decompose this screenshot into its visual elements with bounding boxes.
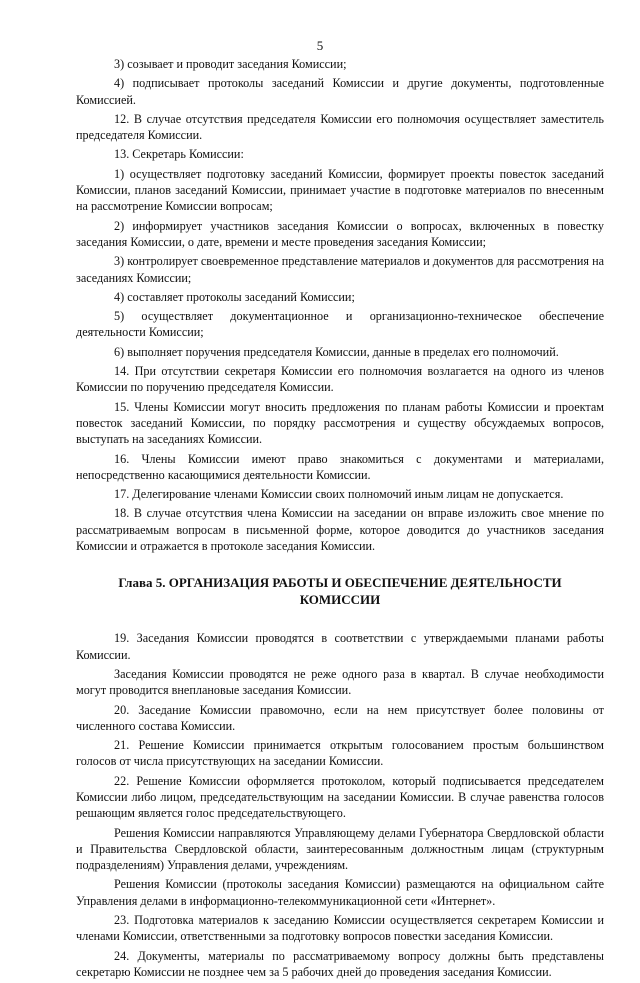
paragraph: 6) выполняет поручения председателя Комиссии, данные в пределах его полномочий. (114, 344, 559, 359)
paragraph: 19. Заседания Комиссии проводятся в соответствии с утверждаемыми планами работы Комиссии. (76, 631, 604, 662)
chapter-heading: Глава 5. ОРГАНИЗАЦИЯ РАБОТЫ И ОБЕСПЕЧЕНИЕ ДЕЯТЕЛЬНОСТИ КОМИССИИ (118, 575, 562, 608)
paragraph: 4) составляет протоколы заседаний Комиссии; (114, 289, 355, 304)
paragraph: 14. При отсутствии секретаря Комиссии его полномочия возлагается на одного из членов Комиссии по поручению председателя Комиссии. (76, 364, 604, 395)
paragraph: 13. Секретарь Комиссии: (114, 147, 244, 162)
paragraph: 2) информирует участников заседания Комиссии о вопросах, включенных в повестку заседания Комиссии, о дате, времени и месте проведения заседания Комиссии; (76, 218, 604, 249)
document-body (76, 56, 604, 983)
paragraph: 24. Документы, материалы по рассматриваемому вопросу должны быть представлены секретарю Комиссии не позднее чем за 5 рабочих дней до проведения заседания Комиссии. (76, 948, 604, 979)
paragraph: Решения Комиссии направляются Управляющему делами Губернатора Свердловской области и Правительства Свердловской области, заинтересованным должностным лицам (структурным подразделениям) Управления делами, учреждениям. (76, 825, 604, 873)
paragraph: 3) контролирует своевременное представление материалов и документов для рассмотрения на заседаниях Комиссии; (76, 254, 604, 285)
paragraph: 16. Члены Комиссии имеют право знакомиться с документами и материалами, непосредственно касающимися деятельности Комиссии. (76, 451, 604, 482)
paragraph: 1) осуществляет подготовку заседаний Комиссии, формирует проекты повесток заседаний Комиссии, планов заседаний Комиссии, принимает участие в подготовке материалов по внесенным на рассмотрение Комиссии вопросам; (76, 166, 604, 214)
paragraph: 17. Делегирование членами Комиссии своих полномочий иным лицам не допускается. (114, 487, 564, 502)
paragraph: 22. Решение Комиссии оформляется протоколом, который подписывается председателем Комиссии либо лицом, председательствующим на заседании Комиссии. В случае равенства голосов решающим является голос председательствующего. (76, 773, 604, 821)
paragraph: 23. Подготовка материалов к заседанию Комиссии осуществляется секретарем Комиссии и членами Комиссии, ответственными за подготовку вопросов повестки заседания Комиссии. (76, 913, 604, 944)
paragraph: 3) созывает и проводит заседания Комиссии; (114, 57, 347, 71)
paragraph: 12. В случае отсутствия председателя Комиссии его полномочия осуществляет заместитель председателя Комиссии. (76, 111, 604, 143)
paragraph: 18. В случае отсутствия члена Комиссии на заседании он вправе изложить свое мнение по рассматриваемым вопросам в письменной форме, которое доводится до участников заседания Комиссии и отражается в протоколе заседания Комиссии. (76, 506, 604, 554)
paragraph: 15. Члены Комиссии могут вносить предложения по планам работы Комиссии и проектам повесток заседаний Комиссии, по порядку рассмотрения и существу обсуждаемых вопросов, выступать на заседаниях Комиссии. (76, 399, 604, 447)
paragraph: 21. Решение Комиссии принимается открытым голосованием простым большинством голосов от числа присутствующих на заседании Комиссии. (76, 738, 604, 769)
paragraph: 5) осуществляет документационное и организационно-техническое обеспечение деятельности Комиссии; (76, 309, 604, 340)
paragraph: 4) подписывает протоколы заседаний Комиссии и другие документы, подготовленные Комиссией. (76, 76, 604, 107)
page-number: 5 (316, 38, 324, 53)
paragraph: Заседания Комиссии проводятся не реже одного раза в квартал. В случае необходимости могут проводится внеплановые заседания Комиссии. (76, 666, 604, 698)
paragraph: Решения Комиссии (протоколы заседания Комиссии) размещаются на официальном сайте Управления делами в информационно-телекоммуникационной сети «Интернет». (76, 877, 604, 908)
paragraph: 20. Заседание Комиссии правомочно, если на нем присутствует более половины от численного состава Комиссии. (76, 702, 604, 733)
